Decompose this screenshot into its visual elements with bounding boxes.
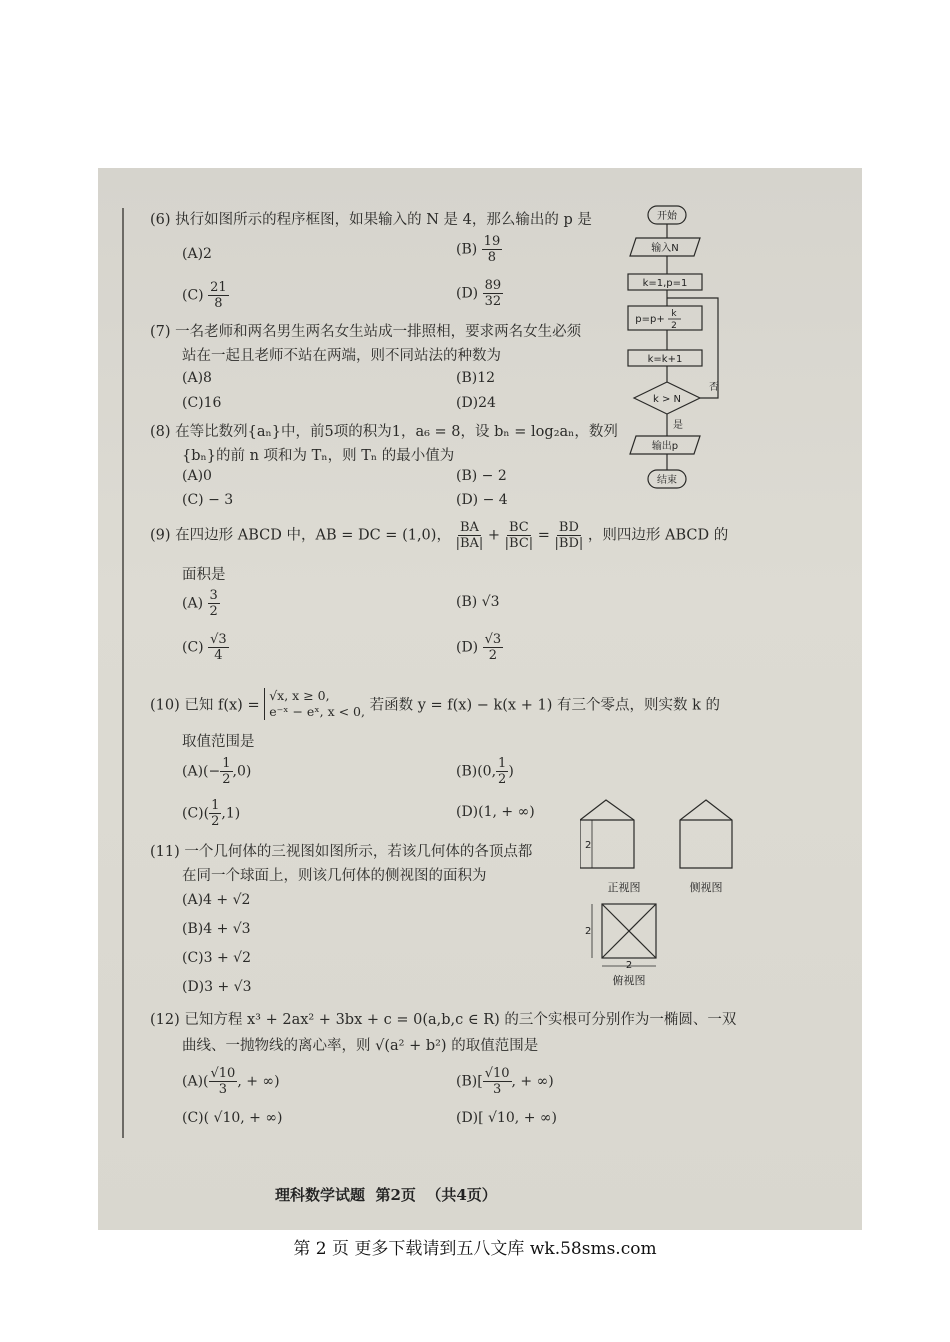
q6-stem: (6) 执行如图所示的程序框图，如果输入的 N 是 4，那么输出的 p 是	[150, 212, 592, 228]
flow-end-label: 结束	[657, 475, 677, 486]
top-view-label: 俯视图	[612, 974, 646, 987]
q7-line2: 站在一起且老师不站在两端，则不同站法的种数为	[182, 348, 501, 364]
flow-update-num: k	[671, 309, 677, 319]
q9-option-d: (D) $\frac{√3}{2}$	[456, 632, 502, 663]
q11-option-a: (A)4 + √2	[182, 892, 251, 908]
q9-option-c: (C) $\frac{√3}{4}$	[182, 632, 227, 663]
q12-line1: (12) 已知方程 x³ + 2ax² + 3bx + c = 0(a,b,c ∈ R) 的三个实根可分别作为一椭圆、一双	[150, 1012, 737, 1028]
q7-option-d: (D)24	[456, 395, 496, 411]
q12-option-d: (D)[ √10, + ∞)	[456, 1110, 558, 1126]
exam-page-footer: 理科数学试题 第2页 （共4页）	[275, 1186, 497, 1204]
q7-line1: (7) 一名老师和两名男生两名女生站成一排照相，要求两名女生必须	[150, 324, 582, 340]
flow-start-label: 开始	[657, 211, 677, 222]
three-views-figure	[580, 796, 760, 996]
q7-option-a: (A)8	[182, 370, 212, 386]
side-view-label: 侧视图	[689, 881, 723, 894]
download-footer: 第 2 页 更多下载请到五八文库 wk.58sms.com	[293, 1239, 657, 1259]
flow-update-den: 2	[671, 321, 677, 331]
q9-option-a: (A) $\frac{3}{2}$	[182, 588, 218, 619]
q7-option-c: (C)16	[182, 395, 222, 411]
exam-photo	[98, 168, 862, 1230]
q8-option-c: (C) − 3	[182, 492, 234, 508]
q6-option-d: (D) $\frac{89}{32}$	[456, 278, 502, 309]
flow-yes-label: 是	[673, 420, 683, 431]
q10-option-d: (D)(1, + ∞)	[456, 804, 535, 820]
q10-line2: 取值范围是	[182, 734, 255, 750]
flow-cond-label: k > N	[652, 394, 682, 405]
q11-option-d: (D)3 + √3	[182, 979, 252, 995]
q8-option-a: (A)0	[182, 468, 212, 484]
front-view	[580, 800, 634, 868]
q6-option-b: (B) $\frac{19}{8}$	[456, 234, 501, 265]
flowchart	[618, 204, 728, 504]
q8-option-b: (B) − 2	[456, 468, 507, 484]
q7-option-b: (B)12	[456, 370, 496, 386]
q11-line2: 在同一个球面上，则该几何体的侧视图的面积为	[182, 868, 487, 884]
q11-option-b: (B)4 + √3	[182, 921, 251, 937]
front-view-label: 正视图	[607, 881, 641, 894]
q6-option-a: (A)2	[182, 246, 212, 262]
q10-stem: (10) 已知 f(x) = √x, x ≥ 0, e⁻ˣ − eˣ, x < 0, 若函数 y = f(x) − k(x + 1) 有三个零点，则实数 k 的	[150, 688, 720, 719]
flow-input-label: 输入N	[651, 243, 679, 254]
q12-line2: 曲线、一抛物线的离心率，则 √(a² + b²) 的取值范围是	[182, 1038, 539, 1054]
q10-option-c: (C)( $\frac{1}{2}$ ,1)	[182, 798, 241, 829]
flow-update-pre: p=p+	[635, 314, 665, 325]
q8-option-d: (D) − 4	[456, 492, 508, 508]
q10-option-b: (B)(0, $\frac{1}{2}$ )	[456, 756, 514, 787]
q8-line1: (8) 在等比数列{aₙ}中，前5项的积为1，a₆ = 8，设 bₙ = log₂aₙ，数列	[150, 424, 618, 440]
q9-option-b: (B) √3	[456, 594, 500, 610]
q11-line1: (11) 一个几何体的三视图如图所示，若该几何体的各顶点都	[150, 844, 533, 860]
q12-option-c: (C)( √10, + ∞)	[182, 1110, 283, 1126]
q12-option-b: (B)[ $\frac{√10}{3}$ , + ∞)	[456, 1066, 554, 1097]
flow-incr-label: k=k+1	[647, 354, 683, 365]
flow-output-label: 输出p	[651, 441, 679, 452]
q9-line1: (9) 在四边形 ABCD 中，AB = DC = (1,0)， $\frac{BA}{|BA|}$ + $\frac{BC}{|BC|}$ = $\frac{BD}{|BD|}$ ，则四边形 ABCD 的	[150, 520, 729, 551]
q9-line2: 面积是	[182, 567, 226, 583]
top-dim-v: 2	[585, 926, 592, 937]
top-dim-h: 2	[625, 960, 633, 971]
front-dim: 2	[585, 840, 592, 851]
q11-option-c: (C)3 + √2	[182, 950, 252, 966]
flow-init-label: k=1,p=1	[642, 278, 688, 289]
q10-option-a: (A)(− $\frac{1}{2}$ ,0)	[182, 756, 252, 787]
side-view	[680, 800, 732, 868]
q12-option-a: (A)( $\frac{√10}{3}$ , + ∞)	[182, 1066, 280, 1097]
flow-no-label: 否	[709, 382, 719, 393]
q6-option-c: (C) $\frac{21}{8}$	[182, 280, 227, 311]
q8-line2: {bₙ}的前 n 项和为 Tₙ，则 Tₙ 的最小值为	[182, 448, 455, 464]
margin-line	[122, 208, 124, 1138]
